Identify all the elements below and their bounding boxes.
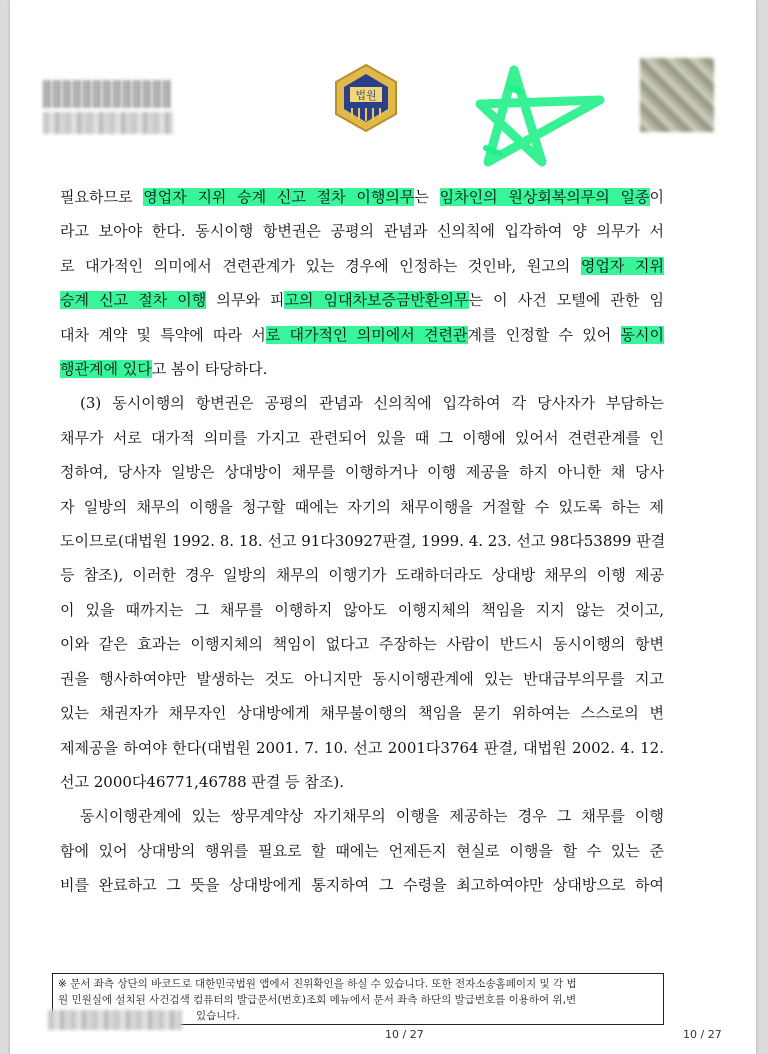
highlighted-text: 로 대가적인 의미에서 견련관 — [265, 325, 468, 344]
text-line: 동시이행관계에 있는 쌍무계약상 자기채무의 이행을 제공하는 경우 그 채무를 이행 — [80, 807, 664, 826]
judgment-body — [60, 180, 664, 903]
text-line: 정하여, 당사자 일방은 상대방이 채무를 이행하거나 이행 제공을 하지 아니한 채 당사 — [60, 463, 664, 482]
highlighted-text: 승계 신고 절차 이행 — [60, 291, 207, 310]
text-line: 선고 2000다46771,46788 판결 등 참조). — [60, 772, 344, 791]
text-line: 권을 행사하여야만 발생하는 것도 아니지만 동시이행관계에 있는 반대급부의무를 지고 — [60, 669, 664, 688]
text-segment: 필요하므로 — [60, 188, 144, 206]
text-line — [60, 283, 664, 317]
text-line — [60, 249, 664, 283]
text-line: 제제공을 하여야 한다(대법원 2001. 7. 10. 선고 2001다3764 판결, 대법원 2002. 4. 12. — [60, 738, 664, 757]
text-line: 이와 같은 효과는 이행지체의 책임이 없다고 주장하는 사람이 반드시 동시이행의 항변 — [60, 635, 664, 654]
highlighted-text: 영업자 지위 승계 신고 절차 이행의무 — [143, 188, 415, 206]
text-line: 함에 있어 상대방의 행위를 필요로 할 때에는 언제든지 현실로 이행을 할 수 있는 준 — [60, 841, 664, 860]
barcode-redacted — [43, 80, 171, 108]
text-line: 등 참조), 이러한 경우 일방의 채무의 이행기가 도래하더라도 상대방 채무의 이행 제공 — [60, 566, 664, 585]
text-line: 비를 완료하고 그 뜻을 상대방에게 통지하여 그 수령을 최고하여야만 상대방으로 하여 — [60, 876, 664, 895]
text-line: 자 일방의 채무의 이행을 청구할 때에는 자기의 채무이행을 거절할 수 있도록 하는 제 — [60, 497, 664, 516]
text-segment: 이 — [649, 188, 664, 206]
paragraph-1 — [60, 180, 664, 386]
page-number: 10 / 27 — [385, 1028, 424, 1041]
text-line: 이 있을 때까지는 그 채무를 이행하지 않아도 이행지체의 책임을 지지 않는 것이고, — [60, 600, 664, 619]
text-segment: 대차 계약 및 특약에 따라 서 — [60, 325, 266, 344]
text-line: 채무가 서로 대가적 의미를 가지고 관련되어 있을 때 그 이행에 있어서 견련관계를 인 — [60, 428, 664, 447]
footer-line-3: 있습니다. — [196, 1010, 240, 1022]
text-segment: 라고 보아야 한다. 동시이행 항변권은 공평의 관념과 신의칙에 입각하여 양 의무가 서 — [60, 222, 664, 241]
footer-issue-number-redacted — [48, 1010, 182, 1030]
text-segment: 는 이 사건 모텔에 관한 임 — [468, 291, 664, 310]
court-seal-icon — [330, 62, 402, 134]
highlighted-text: 고의 임대차보증금반환의무 — [284, 291, 469, 310]
text-line — [60, 180, 664, 214]
star-mark-icon — [476, 58, 606, 168]
issue-number-redacted — [43, 112, 173, 134]
highlighted-text: 영업자 지위 — [580, 256, 664, 275]
highlighted-text: 행관계에 있다 — [60, 360, 152, 379]
highlighted-text: 임차인의 원상회복의무의 일종 — [439, 188, 650, 206]
footer-line-2: 원 민원실에 설치된 사건검색 컴퓨터의 발급문서(번호)조회 메뉴에서 문서 좌측 하단의 발급번호를 이용하여 위,변 — [58, 994, 577, 1006]
text-line: (3) 동시이행의 항변권은 공평의 관념과 신의칙에 입각하여 각 당사자가 부담하는 — [80, 394, 664, 413]
paragraph-2 — [60, 386, 664, 799]
text-segment: 계를 인정할 수 있어 — [467, 325, 621, 344]
text-line — [60, 318, 664, 352]
text-segment: 는 — [414, 188, 440, 206]
page-number-side: 10 / 27 — [683, 1028, 722, 1041]
paragraph-3 — [60, 799, 664, 902]
text-segment: 의무와 피 — [206, 291, 285, 310]
text-segment: 고 봄이 타당하다. — [151, 360, 268, 379]
text-line — [60, 352, 664, 386]
highlighted-text: 동시이 — [620, 325, 665, 344]
text-line: 있는 채권자가 채무자인 상대방에게 채무불이행의 책임을 묻기 위하여는 스스로의 변 — [60, 704, 664, 723]
text-line — [60, 214, 664, 248]
seal-text: 법원 — [355, 89, 377, 102]
text-segment: 로 대가적인 의미에서 견련관계가 있는 경우에 인정하는 것인바, 원고의 — [60, 256, 581, 275]
text-line: 도이므로(대법원 1992. 8. 18. 선고 91다30927판결, 1999. 4. 23. 선고 98다53899 판결 — [60, 532, 666, 551]
footer-line-1: ※ 문서 좌측 상단의 바코드로 대한민국법원 앱에서 진위확인을 하실 수 있습니다. 또한 전자소송홈페이지 및 각 법 — [58, 978, 577, 990]
qr-code-redacted — [640, 58, 714, 132]
